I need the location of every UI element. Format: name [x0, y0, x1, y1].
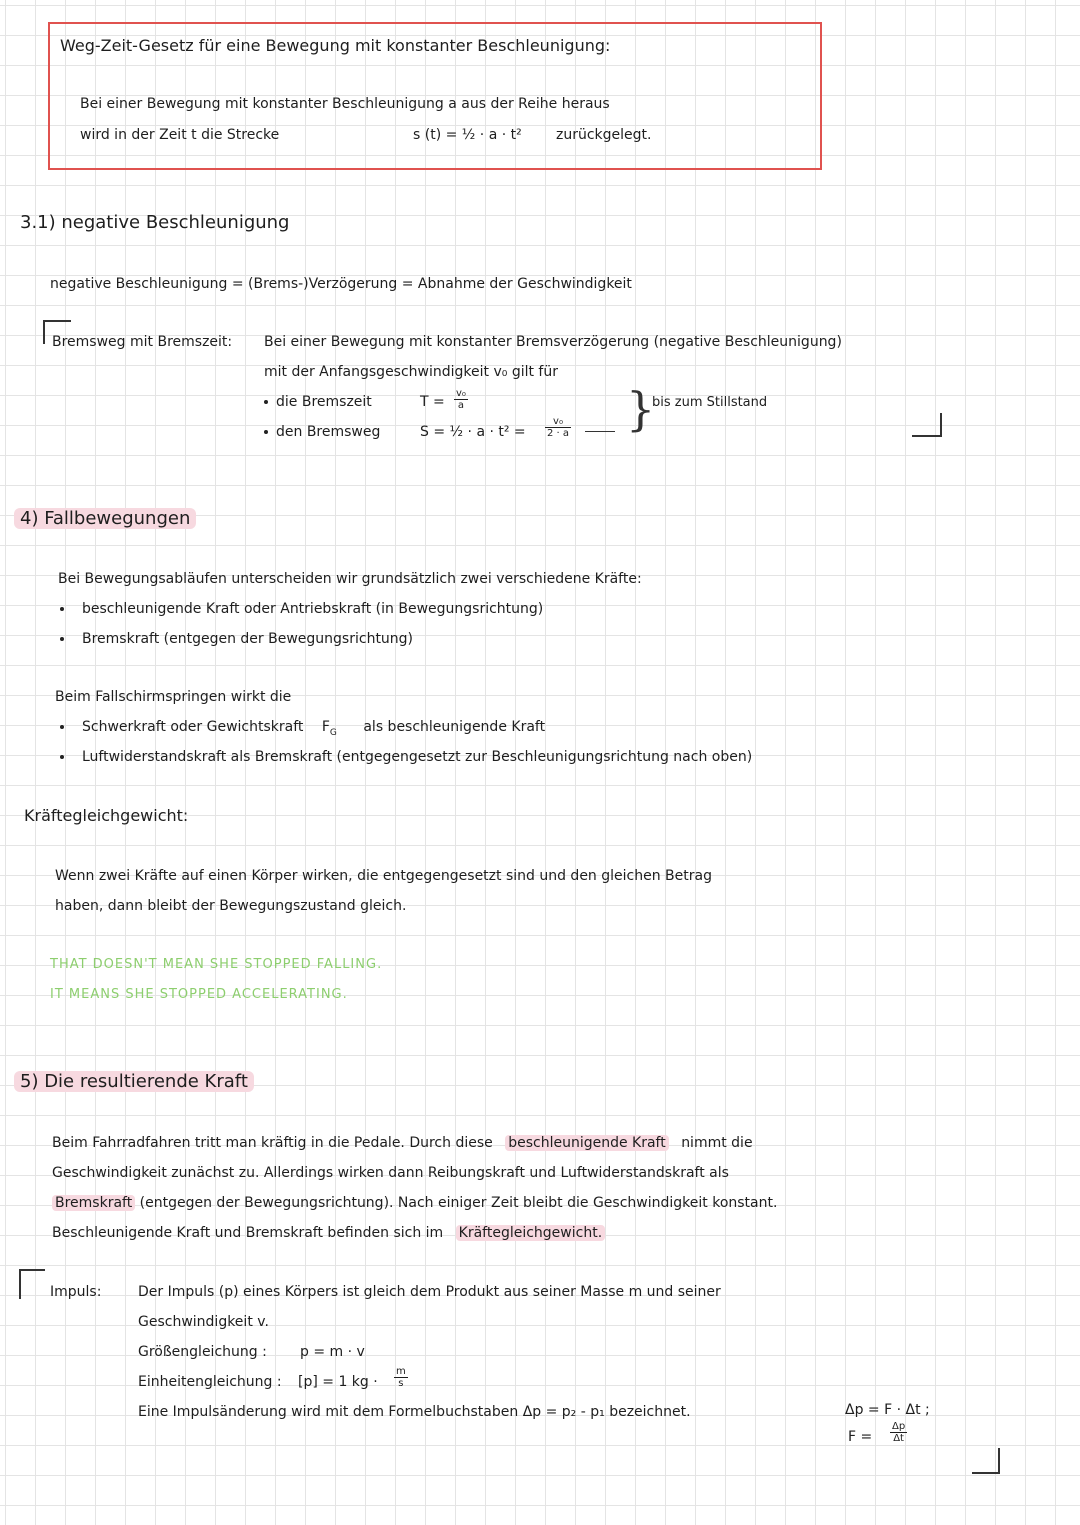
impulse-change: Eine Impulsänderung wird mit dem Formelbuchstaben Δp = p₂ - p₁ bezeichnet. [138, 1404, 691, 1420]
force-letter: F [321, 719, 330, 735]
bullet-dot [60, 607, 64, 611]
accelerating-force-text: als beschleunigende Kraft [363, 719, 546, 735]
forces-bullet-2: Bremskraft (entgegen der Bewegungsrichtung) [82, 631, 414, 647]
section-4-heading-text: 4) Fallbewegungen [14, 508, 196, 529]
cycling-line-2: Geschwindigkeit zunächst zu. Allerdings wirken dann Reibungskraft und Luftwiderstandskraft als [52, 1165, 729, 1181]
forces-bullet-1: beschleunigende Kraft oder Antriebskraft (in Bewegungsrichtung) [82, 601, 544, 617]
braking-label: Bremsweg mit Bremszeit: [52, 334, 233, 350]
until-standstill: bis zum Stillstand [652, 395, 768, 410]
equilibrium-line-2: haben, dann bleibt der Bewegungszustand gleich. [55, 898, 407, 914]
fraction-denominator: a [457, 400, 465, 411]
cycling-text-4a: Beschleunigende Kraft und Bremskraft befinden sich im [52, 1225, 444, 1241]
fraction-numerator: Δp [892, 1421, 906, 1432]
braking-force-highlight: Bremskraft [52, 1195, 135, 1211]
equilibrium-line-1: Wenn zwei Kräfte auf einen Körper wirken, die entgegengesetzt sind und den gleichen Betrag [55, 868, 712, 884]
fraction-numerator: v₀ [456, 388, 466, 399]
equilibrium-heading: Kräftegleichgewicht: [24, 806, 189, 825]
braking-distance-label: den Bremsweg [276, 424, 381, 440]
equilibrium-highlight: Kräftegleichgewicht. [456, 1225, 606, 1241]
fraction-denominator: s [398, 1378, 404, 1389]
cycling-text-3b: (entgegen der Bewegungsrichtung). Nach einiger Zeit bleibt die Geschwindigkeit konstant. [139, 1195, 778, 1211]
accelerating-force-highlight: beschleunigende Kraft [505, 1135, 669, 1151]
impulse-definition-2: Geschwindigkeit v. [138, 1314, 269, 1330]
skydiving-bullet-2: Luftwiderstandskraft als Bremskraft (entgegengesetzt zur Beschleunigungsrichtung nach oben) [82, 749, 753, 765]
box-line-2b: zurückgelegt. [556, 127, 652, 143]
curly-brace-icon: } [626, 382, 656, 436]
fraction-denominator: Δt [893, 1433, 904, 1444]
bracket-bottom-right [912, 413, 942, 437]
section-5-heading-text: 5) Die resultierende Kraft [14, 1071, 254, 1092]
unit-equation-label: Einheitengleichung : [138, 1374, 282, 1390]
quantity-equation-label: Größengleichung : [138, 1344, 267, 1360]
gravity-text: Schwerkraft oder Gewichtskraft [82, 719, 304, 735]
bullet-dot [264, 400, 268, 404]
green-note-1: THAT DOESN'T MEAN SHE STOPPED FALLING. [50, 957, 383, 972]
cycling-text-1a: Beim Fahrradfahren tritt man kräftig in die Pedale. Durch diese [52, 1135, 493, 1151]
fraction-denominator: 2 · a [547, 428, 570, 439]
bracket-top-left [19, 1269, 45, 1299]
cycling-line-3 [52, 1194, 777, 1212]
unit-equation: [p] = 1 kg · [298, 1374, 378, 1390]
section-4-heading [14, 508, 196, 530]
braking-distance-fraction [545, 416, 571, 439]
box-title: Weg-Zeit-Gesetz für eine Bewegung mit konstanter Beschleunigung: [60, 36, 611, 55]
braking-time-fraction [454, 388, 468, 411]
gravity-symbol [321, 719, 337, 738]
fraction-numerator: m [396, 1366, 406, 1377]
cycling-text-1b: nimmt die [681, 1135, 753, 1151]
force-fraction [890, 1421, 907, 1444]
braking-text-1: Bei einer Bewegung mit konstanter Bremsverzögerung (negative Beschleunigung) [264, 334, 842, 350]
impulse-formula-2: F = [848, 1429, 873, 1445]
bullet-dot [264, 430, 268, 434]
bullet-dot [60, 637, 64, 641]
cycling-line-4 [52, 1224, 605, 1242]
skydiving-intro: Beim Fallschirmspringen wirkt die [55, 689, 292, 705]
green-note-2: IT MEANS SHE STOPPED ACCELERATING. [50, 987, 348, 1002]
force-subscript: G [329, 727, 337, 738]
bullet-dot [60, 755, 64, 759]
braking-time-formula: T = [420, 394, 445, 410]
skydiving-bullet-1 [82, 718, 545, 742]
bullet-dot [60, 725, 64, 729]
braking-time-label: die Bremszeit [276, 394, 372, 410]
section-5-heading [14, 1071, 254, 1093]
fraction-numerator: v₀ [545, 416, 571, 428]
braking-text-2: mit der Anfangsgeschwindigkeit v₀ gilt für [264, 364, 558, 380]
braking-distance-formula: S = ½ · a · t² = [420, 424, 526, 440]
box-formula: s (t) = ½ · a · t² [413, 127, 522, 143]
fraction-line-extension [585, 431, 615, 432]
bracket-bottom-right [972, 1448, 1000, 1474]
box-line-1: Bei einer Bewegung mit konstanter Beschleunigung a aus der Reihe heraus [80, 96, 610, 112]
negative-acceleration-definition: negative Beschleunigung = (Brems-)Verzögerung = Abnahme der Geschwindigkeit [50, 276, 632, 292]
impulse-formula-1: Δp = F · Δt ; [845, 1402, 930, 1418]
section-3-1-heading: 3.1) negative Beschleunigung [20, 212, 290, 233]
quantity-equation: p = m · v [300, 1344, 365, 1360]
forces-intro: Bei Bewegungsabläufen unterscheiden wir grundsätzlich zwei verschiedene Kräfte: [58, 571, 642, 587]
impulse-definition-1: Der Impuls (p) eines Körpers ist gleich dem Produkt aus seiner Masse m und seiner [138, 1284, 721, 1300]
cycling-line-1 [52, 1134, 753, 1152]
unit-fraction [394, 1366, 408, 1389]
box-line-2a: wird in der Zeit t die Strecke [80, 127, 280, 143]
impulse-label: Impuls: [50, 1284, 102, 1300]
